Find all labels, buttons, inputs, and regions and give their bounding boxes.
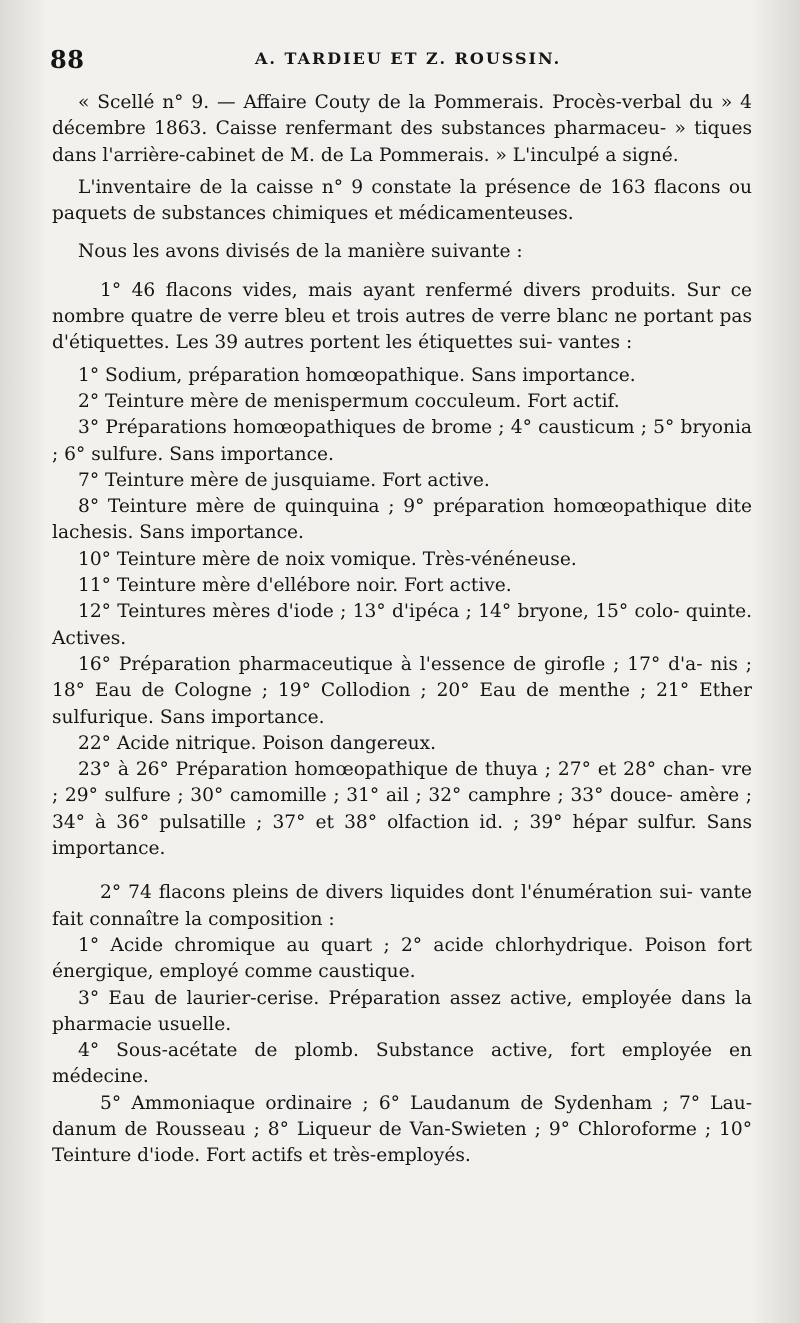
paragraph: 2° 74 flacons pleins de divers liquides dont l'énumération sui- vante fait connaître la composition :: [52, 882, 752, 930]
paragraph: 4° Sous-acétate de plomb. Substance active, fort employée en médecine.: [52, 1040, 752, 1088]
paragraph: 8° Teinture mère de quinquina ; 9° préparation homœopathique dite lachesis. Sans importance.: [52, 496, 752, 544]
running-head: A. TARDIEU ET Z. ROUSSIN.: [255, 49, 562, 68]
paragraph: 23° à 26° Préparation homœopathique de thuya ; 27° et 28° chan- vre ; 29° sulfure ; 30° camomille ; 31° ail ; 32° camphre ; 33° douce- amère ; 34° à 36° pulsatille ; 37° et 38° olfaction id. ; 39° hépar sulfur. Sans importance.: [52, 759, 752, 860]
paragraph: 2° Teinture mère de menispermum cocculeum. Fort actif.: [78, 390, 620, 412]
paragraph: 1° Acide chromique au quart ; 2° acide chlorhydrique. Poison fort énergique, employé comme caustique.: [52, 934, 752, 983]
paragraph: 5° Ammoniaque ordinaire ; 6° Laudanum de Sydenham ; 7° Lau- danum de Rousseau ; 8° Liqueur de Van-Swieten ; 9° Chloroforme ; 10° Teinture d'iode. Fort actifs et très-employés.: [52, 1092, 752, 1167]
paragraph: 3° Préparations homœopathiques de brome ; 4° causticum ; 5° bryonia ; 6° sulfure. Sans importance.: [52, 417, 752, 465]
page-header: [50, 45, 750, 77]
paragraph: 1° Sodium, préparation homœopathique. Sans importance.: [78, 364, 636, 386]
paragraph: 12° Teintures mères d'iode ; 13° d'ipéca ; 14° bryone, 15° colo- quinte. Actives.: [52, 601, 752, 649]
body-text: [52, 90, 752, 1170]
paragraph: « Scellé n° 9. — Affaire Couty de la Pommerais. Procès-verbal du » 4 décembre 1863. Caisse renfermant des substances pharmaceu- » tiques dans l'arrière-cabinet de M. de La Pommerais. » L'inculpé a signé.: [52, 92, 752, 166]
page-number: 88: [50, 45, 85, 74]
paragraph: 16° Préparation pharmaceutique à l'essence de girofle ; 17° d'a- nis ; 18° Eau de Cologne ; 19° Collodion ; 20° Eau de menthe ; 21° Ether sulfurique. Sans importance.: [52, 653, 752, 728]
paragraph: L'inventaire de la caisse n° 9 constate la présence de 163 flacons ou paquets de substances chimiques et médicamenteuses.: [52, 176, 752, 225]
paragraph: 10° Teinture mère de noix vomique. Très-vénéneuse.: [78, 548, 577, 570]
paragraph: 7° Teinture mère de jusquiame. Fort active.: [78, 469, 490, 491]
paragraph: 22° Acide nitrique. Poison dangereux.: [78, 732, 437, 754]
paragraph: 11° Teinture mère d'ellébore noir. Fort active.: [78, 575, 512, 597]
paragraph: 3° Eau de laurier-cerise. Préparation assez active, employée dans la pharmacie usuelle.: [52, 987, 752, 1035]
paragraph: 1° 46 flacons vides, mais ayant renfermé divers produits. Sur ce nombre quatre de verre bleu et trois autres de verre blanc ne portant pas d'étiquettes. Les 39 autres portent les étiquettes sui- vantes :: [52, 279, 752, 354]
paragraph: Nous les avons divisés de la manière suivante :: [78, 241, 523, 263]
